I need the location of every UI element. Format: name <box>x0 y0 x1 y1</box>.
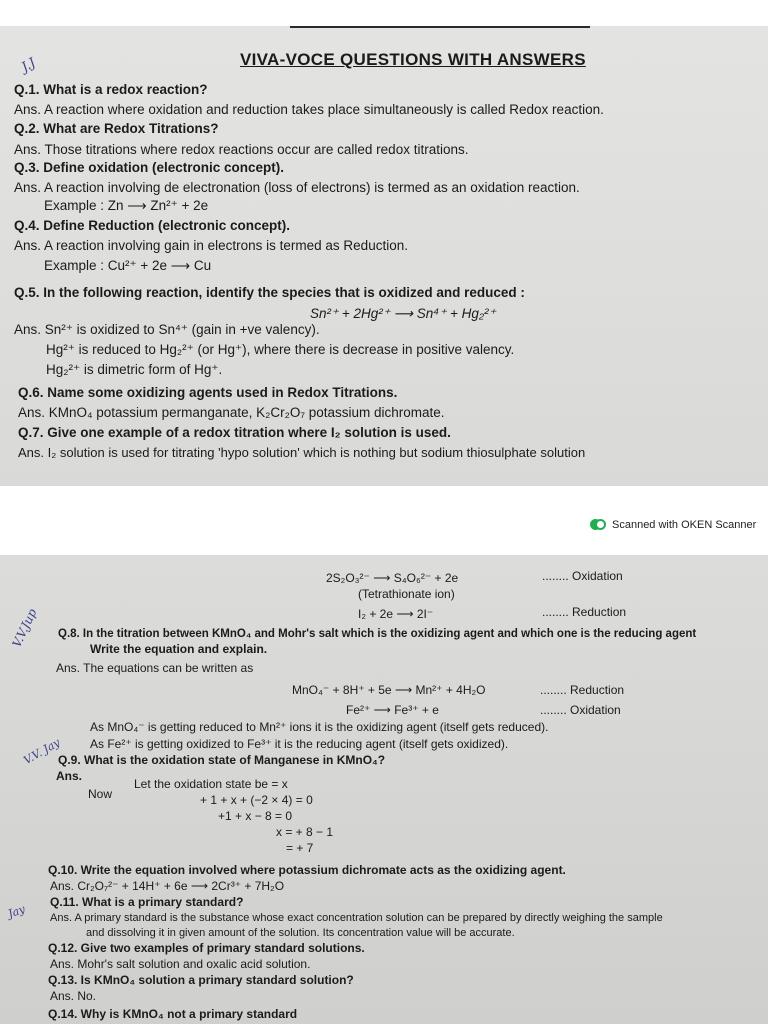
equation-iodine: I₂ + 2e ⟶ 2I⁻ <box>358 607 434 621</box>
question-13: Q.13. Is KMnO₄ solution a primary standard solution? <box>48 973 354 987</box>
header-rule <box>290 26 590 28</box>
answer-1: Ans. A reaction where oxidation and reduction takes place simultaneously is called Redox reaction. <box>14 102 604 117</box>
handwritten-mark: V.V.Jup <box>9 606 40 650</box>
handwritten-mark: J.J <box>19 55 39 76</box>
equation-permanganate: MnO₄⁻ + 8H⁺ + 5e ⟶ Mn²⁺ + 4H₂O <box>292 683 486 697</box>
answer-7: Ans. I₂ solution is used for titrating 'hypo solution' which is nothing but sodium thiosulphate solution <box>18 445 586 460</box>
step-result: = + 7 <box>286 841 314 855</box>
step-let: Let the oxidation state be = x <box>134 777 288 791</box>
question-5: Q.5. In the following reaction, identify the species that is oxidized and reduced : <box>14 285 525 300</box>
question-12: Q.12. Give two examples of primary standard solutions. <box>48 941 365 955</box>
answer-5-line-3: Hg₂²⁺ is dimetric form of Hg⁺. <box>46 362 223 377</box>
question-11: Q.11. What is a primary standard? <box>50 895 244 909</box>
question-6: Q.6. Name some oxidizing agents used in Redox Titrations. <box>18 385 398 400</box>
label-reduction-2: ........ Reduction <box>540 683 625 697</box>
answer-2: Ans. Those titrations where redox reactions occur are called redox titrations. <box>14 142 469 157</box>
page-title: VIVA-VOCE QUESTIONS WITH ANSWERS <box>240 50 586 69</box>
example-oxidation: Example : Zn ⟶ Zn²⁺ + 2e <box>44 198 209 213</box>
handwritten-mark: V.V. Jay <box>21 735 63 768</box>
answer-9-label: Ans. <box>56 769 83 783</box>
answer-3: Ans. A reaction involving de electronation (loss of electrons) is termed as an oxidation reaction. <box>14 180 580 195</box>
scanned-page-bottom <box>0 555 768 1024</box>
label-oxidation-2: ........ Oxidation <box>540 703 621 717</box>
question-2: Q.2. What are Redox Titrations? <box>14 121 219 136</box>
question-8: Q.8. In the titration between KMnO₄ and Mohr's salt which is the oxidizing agent and which one is the reducing agent <box>58 628 697 640</box>
answer-11-line-2: and dissolving it in given amount of the solution. Its concentration value will be accurate. <box>86 927 515 939</box>
answer-5-line-2: Hg²⁺ is reduced to Hg₂²⁺ (or Hg⁺), where there is decrease in positive valency. <box>46 342 515 357</box>
question-1: Q.1. What is a redox reaction? <box>14 82 208 97</box>
question-8-line-2: Write the equation and explain. <box>90 642 268 656</box>
label-reduction: ........ Reduction <box>542 605 627 619</box>
example-reduction: Example : Cu²⁺ + 2e ⟶ Cu <box>44 258 212 273</box>
equation-iron: Fe²⁺ ⟶ Fe³⁺ + e <box>346 703 439 717</box>
answer-4: Ans. A reaction involving gain in electrons is termed as Reduction. <box>14 238 408 253</box>
question-9: Q.9. What is the oxidation state of Manganese in KMnO₄? <box>58 753 386 767</box>
answer-13: Ans. No. <box>50 989 97 1003</box>
scanned-page-top <box>0 0 768 486</box>
answer-11: Ans. A primary standard is the substance whose exact concentration solution can be prepared by directly weighing the sample <box>50 912 663 924</box>
question-3: Q.3. Define oxidation (electronic concept). <box>14 160 285 175</box>
page-top-margin <box>0 0 768 26</box>
explanation-line-2: As Fe²⁺ is getting oxidized to Fe³⁺ it is the reducing agent (itself gets oxidized). <box>90 737 509 751</box>
step-now: Now <box>88 787 113 801</box>
answer-6: Ans. KMnO₄ potassium permanganate, K₂Cr₂O₇ potassium dichromate. <box>18 405 445 420</box>
tetrathionate-note: (Tetrathionate ion) <box>358 587 455 601</box>
scanner-text: Scanned with OKEN Scanner <box>612 519 757 531</box>
reaction-equation: Sn²⁺ + 2Hg²⁺ ⟶ Sn⁴⁺ + Hg₂²⁺ <box>310 306 496 321</box>
step-equation-1: + 1 + x + (−2 × 4) = 0 <box>200 793 313 807</box>
label-oxidation: ........ Oxidation <box>542 569 623 583</box>
answer-12: Ans. Mohr's salt solution and oxalic acid solution. <box>50 957 311 971</box>
answer-5: Ans. Sn²⁺ is oxidized to Sn⁴⁺ (gain in +ve valency). <box>14 322 320 337</box>
scanner-watermark <box>590 518 756 532</box>
answer-8: Ans. The equations can be written as <box>56 661 254 675</box>
question-14: Q.14. Why is KMnO₄ not a primary standard <box>48 1007 298 1021</box>
answer-10: Ans. Cr₂O₇²⁻ + 14H⁺ + 6e ⟶ 2Cr³⁺ + 7H₂O <box>50 879 285 893</box>
question-4: Q.4. Define Reduction (electronic concept). <box>14 218 291 233</box>
question-10: Q.10. Write the equation involved where potassium dichromate acts as the oxidizing agent. <box>48 863 566 877</box>
step-equation-2: +1 + x − 8 = 0 <box>218 809 293 823</box>
step-equation-3: x = + 8 − 1 <box>276 825 334 839</box>
handwritten-mark: Jay <box>6 902 27 921</box>
scanner-logo-icon <box>590 518 606 532</box>
question-7: Q.7. Give one example of a redox titration where I₂ solution is used. <box>18 425 451 440</box>
explanation-line-1: As MnO₄⁻ is getting reduced to Mn²⁺ ions it is the oxidizing agent (itself gets reduced). <box>90 720 549 734</box>
equation-thiosulphate: 2S₂O₃²⁻ ⟶ S₄O₆²⁻ + 2e <box>326 571 459 585</box>
